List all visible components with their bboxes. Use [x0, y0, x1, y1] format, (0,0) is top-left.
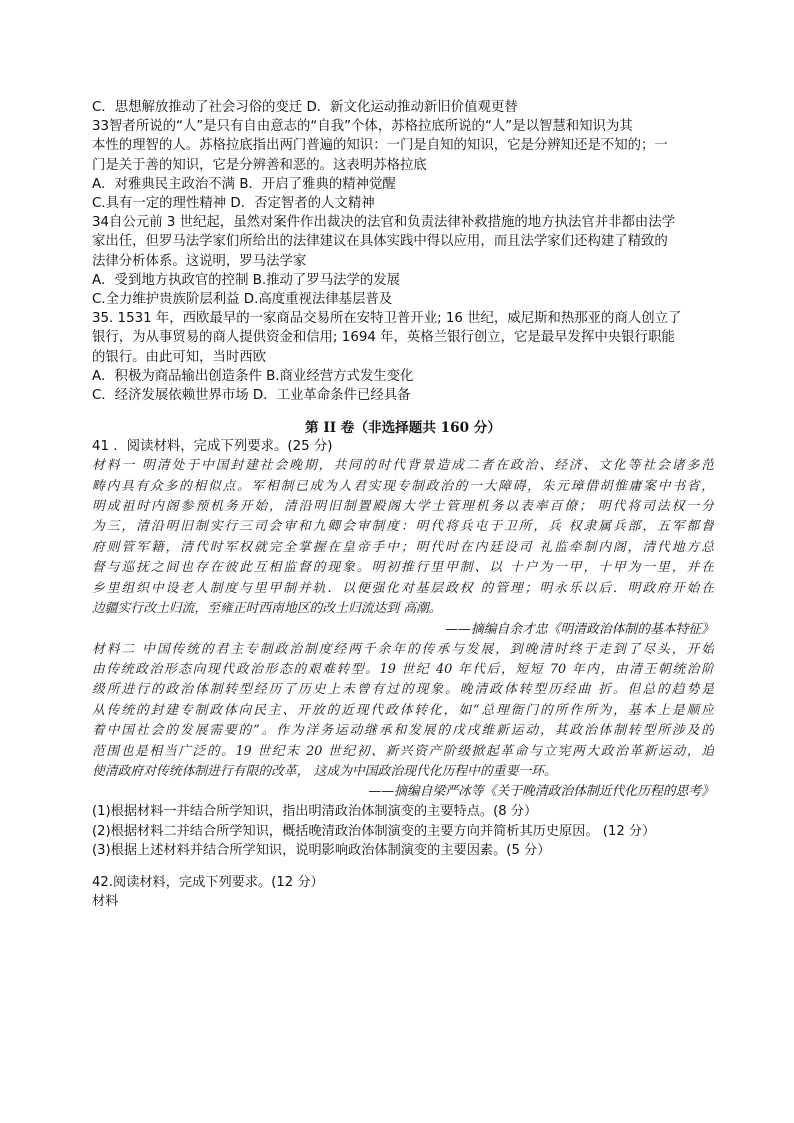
q41-source-1: ——摘编自余才忠《明清政治体制的基本特征》	[445, 621, 714, 637]
q41-sub-question-2: (2)根据材料二并结合所学知识，概括晚清政治体制演变的主要方向并简析其历史原因。 (12 分）	[92, 823, 656, 839]
question-41	[92, 437, 714, 860]
q33-options-cd: C.具有一定的理性精神 D．否定智者的人文精神	[92, 196, 375, 212]
q33-stem-line: 门是关于善的知识，它是分辨善和恶的。这表明苏格拉底	[92, 157, 427, 173]
q34-options-cd: C.全力维护贵族阶层利益 D.高度重视法律基层普及	[92, 292, 393, 308]
q33-stem-line: 本性的理智的人。苏格拉底指出两门普遍的知识：一门是自知的知识，它是分辨知还是不知的；一	[92, 138, 668, 154]
q35-stem-line: 的银行。由此可知，当时西欧	[92, 349, 267, 365]
q42-intro: 42.阅读材料，完成下列要求。(12 分）	[92, 874, 324, 890]
q34-stem-line: 法律分析体系。这说明，罗马法学家	[92, 253, 307, 269]
question-34	[92, 213, 714, 309]
material-line: 畴内具有众多的相似点。军相制已成为人君实现专制政治的一大障碍，朱元璋借胡惟庸案中书省，	[92, 478, 714, 494]
material-line: 明成祖时内阁参预机务开始，清沿明旧制置殿阁大学士管理机务以表率百僚； 明代将司法权一分	[92, 499, 714, 515]
material-line: 边疆实行改土归流，至雍正时西南地区的改土归流达到 高潮。	[92, 601, 442, 617]
q41-intro: 41 ．阅读材料，完成下列要求。(25 分)	[92, 439, 333, 455]
q34-stem-line: 34自公元前 3 世纪起，虽然对案件作出裁决的法官和负责法律补救措施的地方执法官并非都由法学	[92, 215, 676, 231]
material-line: 使清政府对传统体制进行有限的改革， 这成为中国政治现代化历程中的重要一环。	[92, 763, 557, 779]
q35-stem-line: 35. 1531 年，西欧最早的一家商品交易所在安特卫普开业; 16 世纪，威尼斯和热那亚的商人创立了	[92, 311, 682, 327]
material-line: 范围也是相当广泛的。19 世纪末 20 世纪初、新兴资产阶级掀起革命与立宪两大政治革新运动，迫	[92, 743, 714, 759]
spacer	[92, 861, 714, 873]
section-title: 第 II 卷（非选择题共 160 分）	[305, 420, 501, 437]
page-content	[92, 98, 714, 911]
question-35	[92, 309, 714, 405]
material-line: 级所进行的政治体制转型经历了历史上未曾有过的现象。晚清政体转型历经曲 折。但总的趋势是	[92, 682, 714, 698]
q33-stem-line: 33智者所说的“人”是只有自由意志的“自我”个体，苏格拉底所说的“人”是以智慧和知识为其	[92, 119, 633, 135]
q41-material-1	[92, 456, 714, 619]
q35-options-cd: C．经济发展依赖世界市场 D．工业革命条件已经具备	[92, 388, 411, 404]
material-line: 为三，清沿明旧制实行三司会审和九卿会审制度：明代将兵屯于卫所，兵 权隶属兵部，五军都督	[92, 519, 714, 535]
q41-sub-question-3: (3)根据上述材料并结合所学知识，说明影响政治体制演变的主要因素。(5 分）	[92, 843, 551, 859]
material-line: 督与巡抚之间也存在彼此互相监督的现象。明初推行里甲制、以 十户为一甲，十甲为一里，并在	[92, 560, 714, 576]
q35-stem-line: 银行，为从事贸易的商人提供资金和信用; 1694 年，英格兰银行创立，它是最早发挥中央银行职能	[92, 330, 675, 346]
material-line: 由传统政治形态向现代政治形态的艰难转型。19 世纪 40 年代后，短短 70 年内，由清王朝统治阶	[92, 661, 714, 677]
q35-options-ab: A．积极为商品输出创造条件 B.商业经营方式发生变化	[92, 368, 414, 384]
q41-material-2	[92, 640, 714, 783]
q32-options-cd: C．思想解放推动了社会习俗的变迁 D．新文化运动推动新旧价值观更替	[92, 100, 518, 115]
material-line: 从传统的封建专制政体向民主、开放的近现代政体转化，如“总理衙门的所作所为，基本上是顺应	[92, 702, 714, 718]
material-line: 府则管军籍，清代时军权就完全掌握在皇帝手中；明代时在内廷设司 礼监牵制内阁，清代地方总	[92, 539, 714, 555]
material-line: 材料一 明清处于中国封建社会晚期，共同的时代背景造成二者在政治、经济、文化等社会诸多范	[92, 458, 714, 474]
material-line: 着中国社会的发展需要的”。作为洋务运动继承和发展的戊戌维新运动，其政治体制转型所涉及的	[92, 723, 714, 739]
material-line: 材料二 中国传统的君主专制政治制度经两千余年的传承与发展，到晚清时终于走到了尽头，开始	[92, 641, 714, 657]
q34-stem-line: 家出任，但罗马法学家们所给出的法律建议在具体实践中得以应用，而且法学家们还构建了精致的	[92, 234, 668, 250]
q41-source-2: ——摘编自梁严冰等《关于晚清政治体制近代化历程的思考》	[368, 784, 714, 800]
q33-options-ab: A．对雅典民主政治不满 B．开启了雅典的精神觉醒	[92, 176, 396, 192]
question-42	[92, 873, 714, 912]
q41-sub-question-1: (1)根据材料一并结合所学知识，指出明清政治体制演变的主要特点。(8 分）	[92, 804, 538, 820]
material-line: 乡里组织中设老人制度与里甲制并轨．以便强化对基层政权 的管理；明永乐以后．明政府开始在	[92, 580, 714, 596]
q42-material-label: 材料	[92, 893, 119, 909]
question-33	[92, 117, 714, 213]
q34-options-ab: A．受到地方执政官的控制 B.推动了罗马法学的发展	[92, 272, 401, 288]
